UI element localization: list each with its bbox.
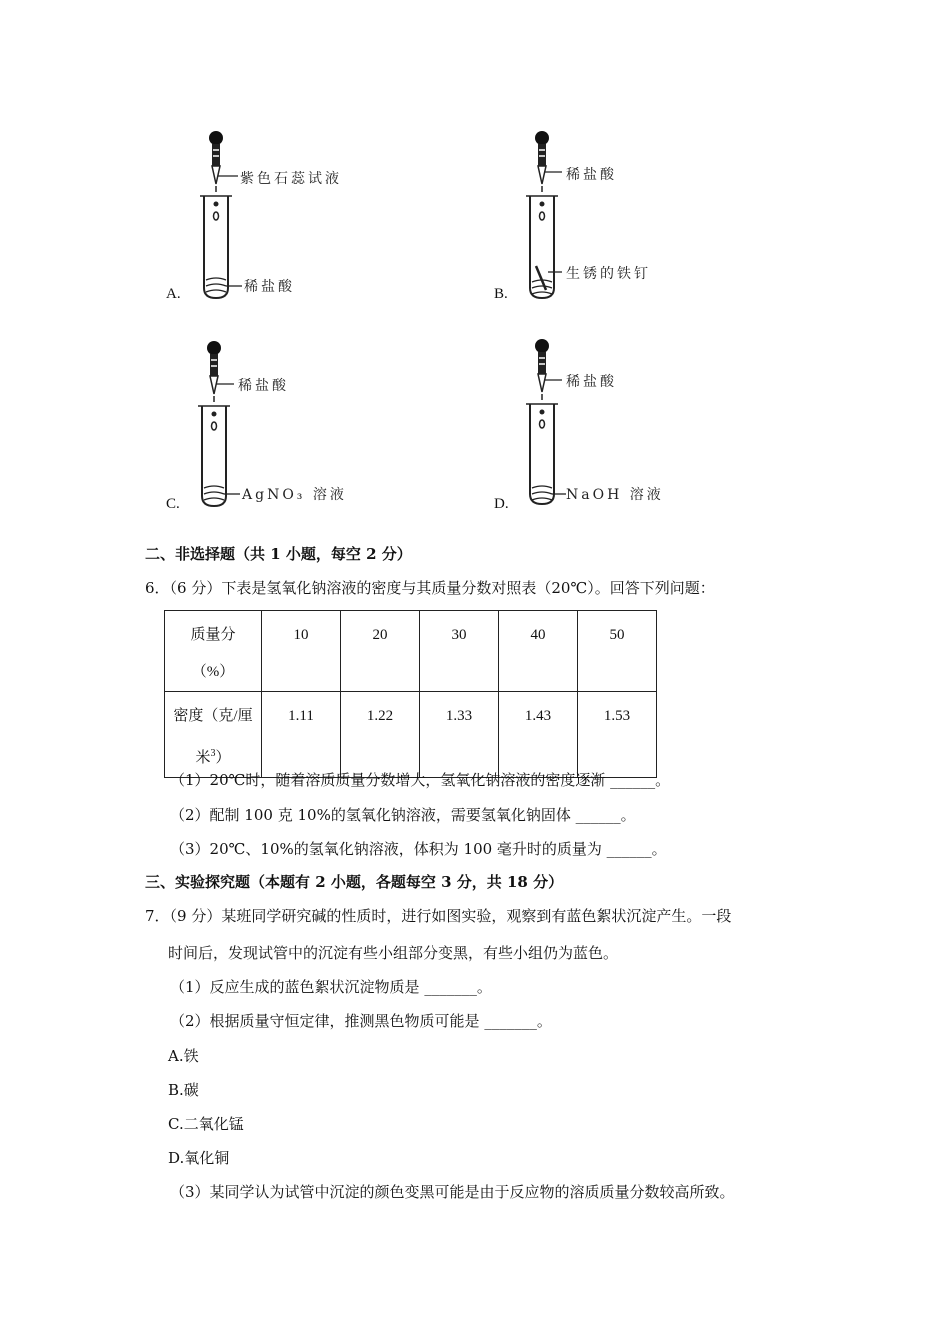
question-stem: 7．（9 分）某班同学研究碱的性质时，进行如图实验，观察到有蓝色絮状沉淀产生。一段 (145, 907, 732, 925)
figure-b (490, 120, 750, 310)
question-stem-continued: 时间后，发现试管中的沉淀有些小组部分变黑，有些小组仍为蓝色。 (168, 944, 619, 962)
table-cell: 1.33 (420, 692, 499, 778)
dropper-label: 紫色石蕊试液 (240, 171, 342, 187)
tube-label: AgNO₃ 溶液 (242, 487, 347, 503)
section-heading: 二、非选择题（共 1 小题，每空 2 分） (145, 545, 412, 563)
table-cell: 20 (341, 611, 420, 692)
header-line: （%） (191, 664, 235, 680)
table-cell: 40 (499, 611, 578, 692)
table-header-cell (165, 692, 262, 778)
dropper-label: 稀盐酸 (566, 167, 617, 183)
sub-question: （3）20℃、10%的氢氧化钠溶液，体积为 100 毫升时的质量为 ______。 (170, 840, 667, 858)
sub-question: （1）反应生成的蓝色絮状沉淀物质是 _______。 (170, 978, 492, 996)
table-cell: 1.53 (578, 692, 657, 778)
dropper-label: 稀盐酸 (238, 378, 289, 394)
dropper-label: 稀盐酸 (566, 374, 617, 390)
answer-option: C.二氧化锰 (168, 1115, 244, 1133)
question-stem: 6．（6 分）下表是氢氧化钠溶液的密度与其质量分数对照表（20℃）。回答下列问题： (145, 579, 715, 597)
header-line: 密度（克/厘 (173, 708, 253, 724)
table-cell: 1.43 (499, 692, 578, 778)
answer-option: D.氧化铜 (168, 1149, 230, 1167)
tube-label: NaOH 溶液 (566, 487, 664, 503)
option-letter: A. (166, 286, 181, 302)
answer-option: B.碳 (168, 1081, 199, 1099)
header-line: 米$^3$） (195, 748, 231, 766)
table-cell: 50 (578, 611, 657, 692)
tube-label: 稀盐酸 (244, 279, 295, 295)
table-row (165, 692, 657, 778)
sub-question: （3）某同学认为试管中沉淀的颜色变黑可能是由于反应物的溶质质量分数较高所致。 (170, 1183, 735, 1201)
sub-question: （2）配制 100 克 10%的氢氧化钠溶液，需要氢氧化钠固体 ______。 (170, 806, 636, 824)
tube-label: 生锈的铁钉 (566, 266, 651, 282)
figure-d (490, 332, 750, 522)
table-row (165, 611, 657, 692)
option-letter: B. (494, 286, 508, 302)
option-letter: C. (166, 496, 180, 512)
table-cell: 30 (420, 611, 499, 692)
option-letter: D. (494, 496, 509, 512)
sub-question: （1）20℃时，随着溶质质量分数增大，氢氧化钠溶液的密度逐渐 ______。 (170, 771, 671, 789)
sub-question: （2）根据质量守恒定律，推测黑色物质可能是 _______。 (170, 1012, 552, 1030)
table-cell: 10 (262, 611, 341, 692)
table-header-cell (165, 611, 262, 692)
header-line: 质量分 (190, 627, 236, 643)
table-cell: 1.22 (341, 692, 420, 778)
figure-a (160, 120, 420, 310)
figure-c (160, 332, 420, 522)
answer-option: A.铁 (168, 1047, 199, 1065)
density-table (164, 610, 657, 778)
section-heading: 三、实验探究题（本题有 2 小题，各题每空 3 分，共 18 分） (145, 873, 564, 891)
table-cell: 1.11 (262, 692, 341, 778)
